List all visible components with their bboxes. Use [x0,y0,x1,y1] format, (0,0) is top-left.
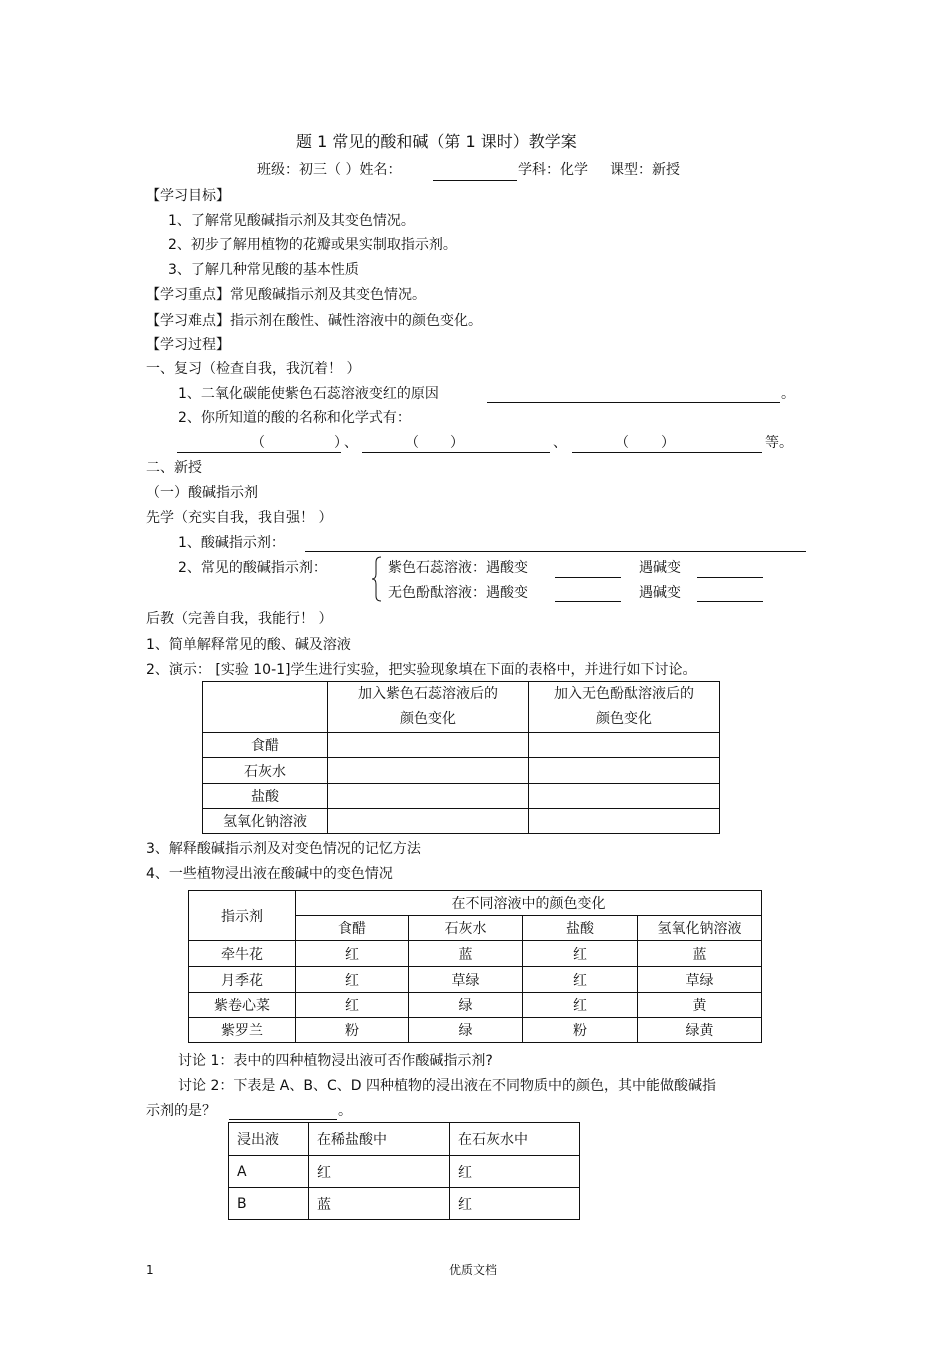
table-row [189,1018,762,1043]
page-title: 题 1 常见的酸和碱（第 1 课时）教学案 [296,132,577,151]
table-cell: 紫卷心菜 [189,993,296,1018]
table-cell: 红 [296,967,409,993]
paren-open: （ [405,435,419,451]
section-indicators: （一）酸碱指示剂 [146,485,258,501]
litmus-acid-blank[interactable] [555,577,621,578]
table-header: 浸出液 [229,1123,309,1156]
fill-cell[interactable] [529,809,720,834]
table-header: 指示剂 [189,891,296,941]
review-question-1: 1、二氧化碳能使紫色石蕊溶液变红的原因 [178,386,439,402]
table-header: 食醋 [296,916,409,941]
table-cell: 蓝 [409,941,523,967]
goal-item: 3、了解几种常见酸的基本性质 [168,262,359,278]
discussion-blank[interactable] [229,1119,337,1120]
extract-table [228,1122,580,1220]
table-row [229,1188,580,1220]
table-cell: 绿 [409,993,523,1018]
litmus-base-blank[interactable] [697,577,763,578]
period: 。 [781,386,795,402]
acid-blank-3[interactable] [572,452,762,453]
etc: 等。 [765,435,793,451]
phenol-base-blank[interactable] [697,601,763,602]
answer-blank[interactable] [487,402,780,403]
table-row [203,758,720,784]
table-cell: 红 [450,1156,580,1188]
table-cell: 草绿 [409,967,523,993]
paren-open: （ [615,435,629,451]
fill-cell[interactable] [529,758,720,784]
fill-cell[interactable] [328,733,529,758]
paren-open: （ [251,435,265,451]
table-corner [203,682,328,733]
review-header: 一、复习（检查自我，我沉着！ ） [146,361,361,377]
table-cell: 红 [523,993,638,1018]
table-cell: 绿黄 [638,1018,762,1043]
table-cell: 红 [523,967,638,993]
post-item-3: 3、解释酸碱指示剂及对变色情况的记忆方法 [146,841,421,857]
table-cell: 粉 [523,1018,638,1043]
acid-blank-1[interactable] [177,452,341,453]
row-label: 氢氧化钠溶液 [203,809,328,834]
class-name-label: 班级：初三（ ）姓名： [257,162,402,178]
experiment-table [202,681,720,834]
row-label: 盐酸 [203,784,328,809]
definition-blank[interactable] [305,551,806,552]
post-item-4: 4、一些植物浸出液在酸碱中的变色情况 [146,866,393,882]
difficult-point: 【学习难点】指示剂在酸性、碱性溶液中的颜色变化。 [146,313,482,329]
table-cell: 草绿 [638,967,762,993]
separator: 、 [553,435,567,451]
fill-cell[interactable] [328,809,529,834]
separator: 、 [344,435,358,451]
table-header: 在石灰水中 [450,1123,580,1156]
discussion-1: 讨论 1：表中的四种植物浸出液可否作酸碱指示剂? [178,1053,493,1069]
key-point: 【学习重点】常见酸碱指示剂及其变色情况。 [146,287,426,303]
table-row [203,733,720,758]
row-label: 石灰水 [203,758,328,784]
fill-cell[interactable] [529,784,720,809]
plant-indicator-table [188,890,762,1043]
header-line: 加入无色酚酞溶液后的 [554,686,694,702]
table-header: 氢氧化钠溶液 [638,916,762,941]
row-label: 食醋 [203,733,328,758]
table-row [203,809,720,834]
lesson-type-label: 课型：新授 [610,162,680,178]
table-cell: 黄 [638,993,762,1018]
table-cell: 红 [296,941,409,967]
table-cell: 紫罗兰 [189,1018,296,1043]
table-cell: 粉 [296,1018,409,1043]
table-row [189,941,762,967]
table-header [529,682,720,733]
discussion-2: 讨论 2：下表是 A、B、C、D 四种植物的浸出液在不同物质中的颜色，其中能做酸碱指 [178,1078,716,1094]
pre-study-header: 先学（充实自我，我自强！ ） [146,510,333,526]
table-header [328,682,529,733]
phenol-base-label: 遇碱变 [639,585,681,601]
table-header: 在不同溶液中的颜色变化 [296,891,762,916]
table-header: 盐酸 [523,916,638,941]
table-row [189,967,762,993]
fill-cell[interactable] [529,733,720,758]
page-number: 1 [146,1263,154,1277]
paren-close: ） [334,435,348,451]
table-cell: 月季花 [189,967,296,993]
table-cell: 牵牛花 [189,941,296,967]
table-cell: 红 [296,993,409,1018]
table-header: 石灰水 [409,916,523,941]
table-cell: 蓝 [309,1188,450,1220]
header-line: 颜色变化 [596,711,652,727]
table-cell: 红 [309,1156,450,1188]
table-cell: 红 [450,1188,580,1220]
common-indicators: 2、常见的酸碱指示剂： [178,560,327,576]
header-line: 加入紫色石蕊溶液后的 [358,686,498,702]
paren-close: ） [661,435,675,451]
table-row [189,993,762,1018]
table-cell: 红 [523,941,638,967]
review-question-2: 2、你所知道的酸的名称和化学式有： [178,410,411,426]
goal-item: 2、初步了解用植物的花瓣或果实制取指示剂。 [168,237,457,253]
header-line: 颜色变化 [400,711,456,727]
goals-header: 【学习目标】 [146,188,230,204]
table-cell: A [229,1156,309,1188]
process-header: 【学习过程】 [146,337,230,353]
post-item-2: 2、演示： [实验 10-1]学生进行实验，把实验现象填在下面的表格中，并进行如下讨论。 [146,662,697,678]
post-study-header: 后教（完善自我，我能行！ ） [146,611,333,627]
goal-item: 1、了解常见酸碱指示剂及其变色情况。 [168,213,415,229]
discussion-2-cont: 示剂的是？ [146,1103,216,1119]
litmus-base-label: 遇碱变 [639,560,681,576]
table-row [229,1156,580,1188]
litmus-label: 紫色石蕊溶液：遇酸变 [388,560,528,576]
table-cell: 绿 [409,1018,523,1043]
subject-label: 学科：化学 [518,162,588,178]
fill-cell[interactable] [328,758,529,784]
table-row [203,784,720,809]
indicator-definition: 1、酸碱指示剂： [178,535,285,551]
fill-cell[interactable] [328,784,529,809]
post-item-1: 1、简单解释常见的酸、碱及溶液 [146,637,351,653]
phenol-acid-blank[interactable] [555,601,621,602]
name-blank[interactable] [433,180,517,181]
footer-text: 优质文档 [449,1263,498,1277]
new-header: 二、新授 [146,460,202,476]
table-header: 在稀盐酸中 [309,1123,450,1156]
paren-close: ） [450,435,464,451]
period: 。 [338,1103,352,1119]
table-cell: 蓝 [638,941,762,967]
table-cell: B [229,1188,309,1220]
brace-icon [372,556,382,602]
acid-blank-2[interactable] [362,452,550,453]
phenolphthalein-label: 无色酚酞溶液：遇酸变 [388,585,528,601]
